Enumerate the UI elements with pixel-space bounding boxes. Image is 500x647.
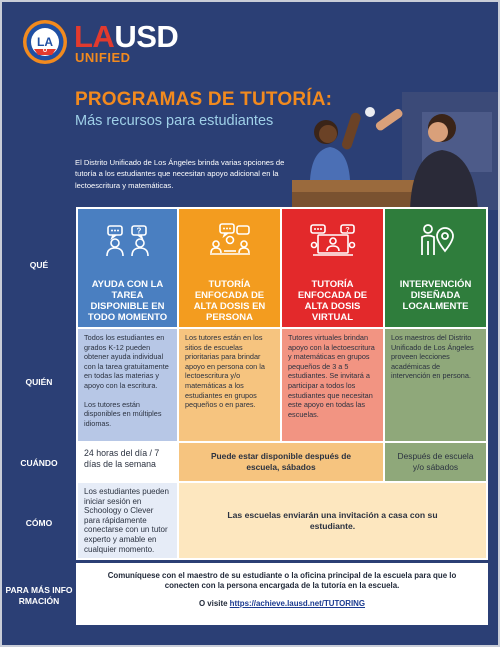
col3-title: TUTORÍA ENFOCADA DE ALTA DOSIS VIRTUAL xyxy=(297,279,368,323)
virtual-meeting-icon xyxy=(309,223,357,257)
logo-usd: USD xyxy=(114,19,179,54)
svg-text:?: ? xyxy=(344,227,350,234)
more-info-text: Comuníquese con el maestro de su estudiante o la oficina principal de la escuela para que lo conecten con la persona encargada de la tutoría en la escuela. xyxy=(107,571,457,590)
lausd-logo xyxy=(74,19,179,65)
who-in-person: Los tutores están en los sitios de escuelas prioritarias para brindar apoyo en persona con la lectoescritura y/o matemáticas a los estudiantes en grupos pequeños o en pares. xyxy=(179,329,280,441)
intro-text: El Distrito Unificado de Los Ángeles brinda varias opciones de tutoría a los estudiantes que necesitan apoyo adicional en la lectoescritura y matemáticas. xyxy=(75,158,285,190)
col4-title: INTERVENCIÓN DISEÑADA LOCALMENTE xyxy=(399,279,472,312)
when-in-person-virtual: Puede estar disponible después de escuela, sábados xyxy=(179,443,383,481)
who-homework-p1: Todos los estudiantes en grados K-12 pueden obtener ayuda individual con la tarea gratuitamente en todas las materias y apoyo con la escritura. xyxy=(84,333,169,390)
header-virtual xyxy=(282,209,383,327)
logo-la: LA xyxy=(74,19,115,54)
row-label-cuando: CUÁNDO xyxy=(20,458,58,468)
svg-text:LA: LA xyxy=(37,35,53,49)
header-local-intervention xyxy=(385,209,486,327)
row-label-como: CÓMO xyxy=(25,518,53,528)
svg-text:?: ? xyxy=(136,226,141,236)
who-homework-help xyxy=(78,329,177,441)
page-title: PROGRAMAS DE TUTORÍA: xyxy=(75,89,333,110)
more-info-box xyxy=(76,563,488,625)
how-homework-help: Los estudiantes pueden iniciar sesión en Schoology o Clever para rápidamente conectarse con un tutor experto y amable en cualquier momento. xyxy=(78,483,177,558)
svg-text:U: U xyxy=(42,48,48,54)
group-meeting-icon xyxy=(206,223,254,257)
logo-unified: UNIFIED xyxy=(75,50,131,65)
col1-title: AYUDA CON LA TAREA DISPONIBLE EN TODO MOMENTO xyxy=(87,279,168,323)
who-virtual: Tutores virtuales brindan apoyo con la lectoescritura y matemáticas en grupos pequeños de 3 a 5 estudiantes. Se invitará a participar a todos los estudiantes que necesitan este apoyo en todas las escuelas. xyxy=(282,329,383,441)
lausd-seal-icon xyxy=(22,19,68,65)
people-chat-icon xyxy=(104,223,152,257)
header-in-person xyxy=(179,209,280,327)
visit-prefix: O visite xyxy=(198,599,230,608)
who-local: Los maestros del Distrito Unificado de Los Ángeles proveen lecciones académicas de intervención en persona. xyxy=(385,329,486,441)
row-label-quien: QUIÉN xyxy=(25,377,53,387)
col2-title: TUTORÍA ENFOCADA DE ALTA DOSIS EN PERSONA xyxy=(193,279,266,323)
how-schools-invite: Las escuelas enviarán una invitación a casa con su estudiante. xyxy=(179,483,486,558)
tutoring-link[interactable]: https://achieve.lausd.net/TUTORING xyxy=(229,599,366,608)
page-subtitle: Más recursos para estudiantes xyxy=(75,113,274,129)
when-homework-help: 24 horas del día / 7 días de la semana xyxy=(78,443,177,481)
person-location-icon xyxy=(412,223,460,257)
row-label-mas-info: PARA MÁS INFORMACIÓN xyxy=(5,585,73,606)
header-homework-help xyxy=(78,209,177,327)
row-label-que: QUÉ xyxy=(29,260,49,270)
when-local: Después de escuela y/o sábados xyxy=(385,443,486,481)
who-homework-p2: Los tutores están disponibles en múltiples idiomas. xyxy=(84,399,162,428)
